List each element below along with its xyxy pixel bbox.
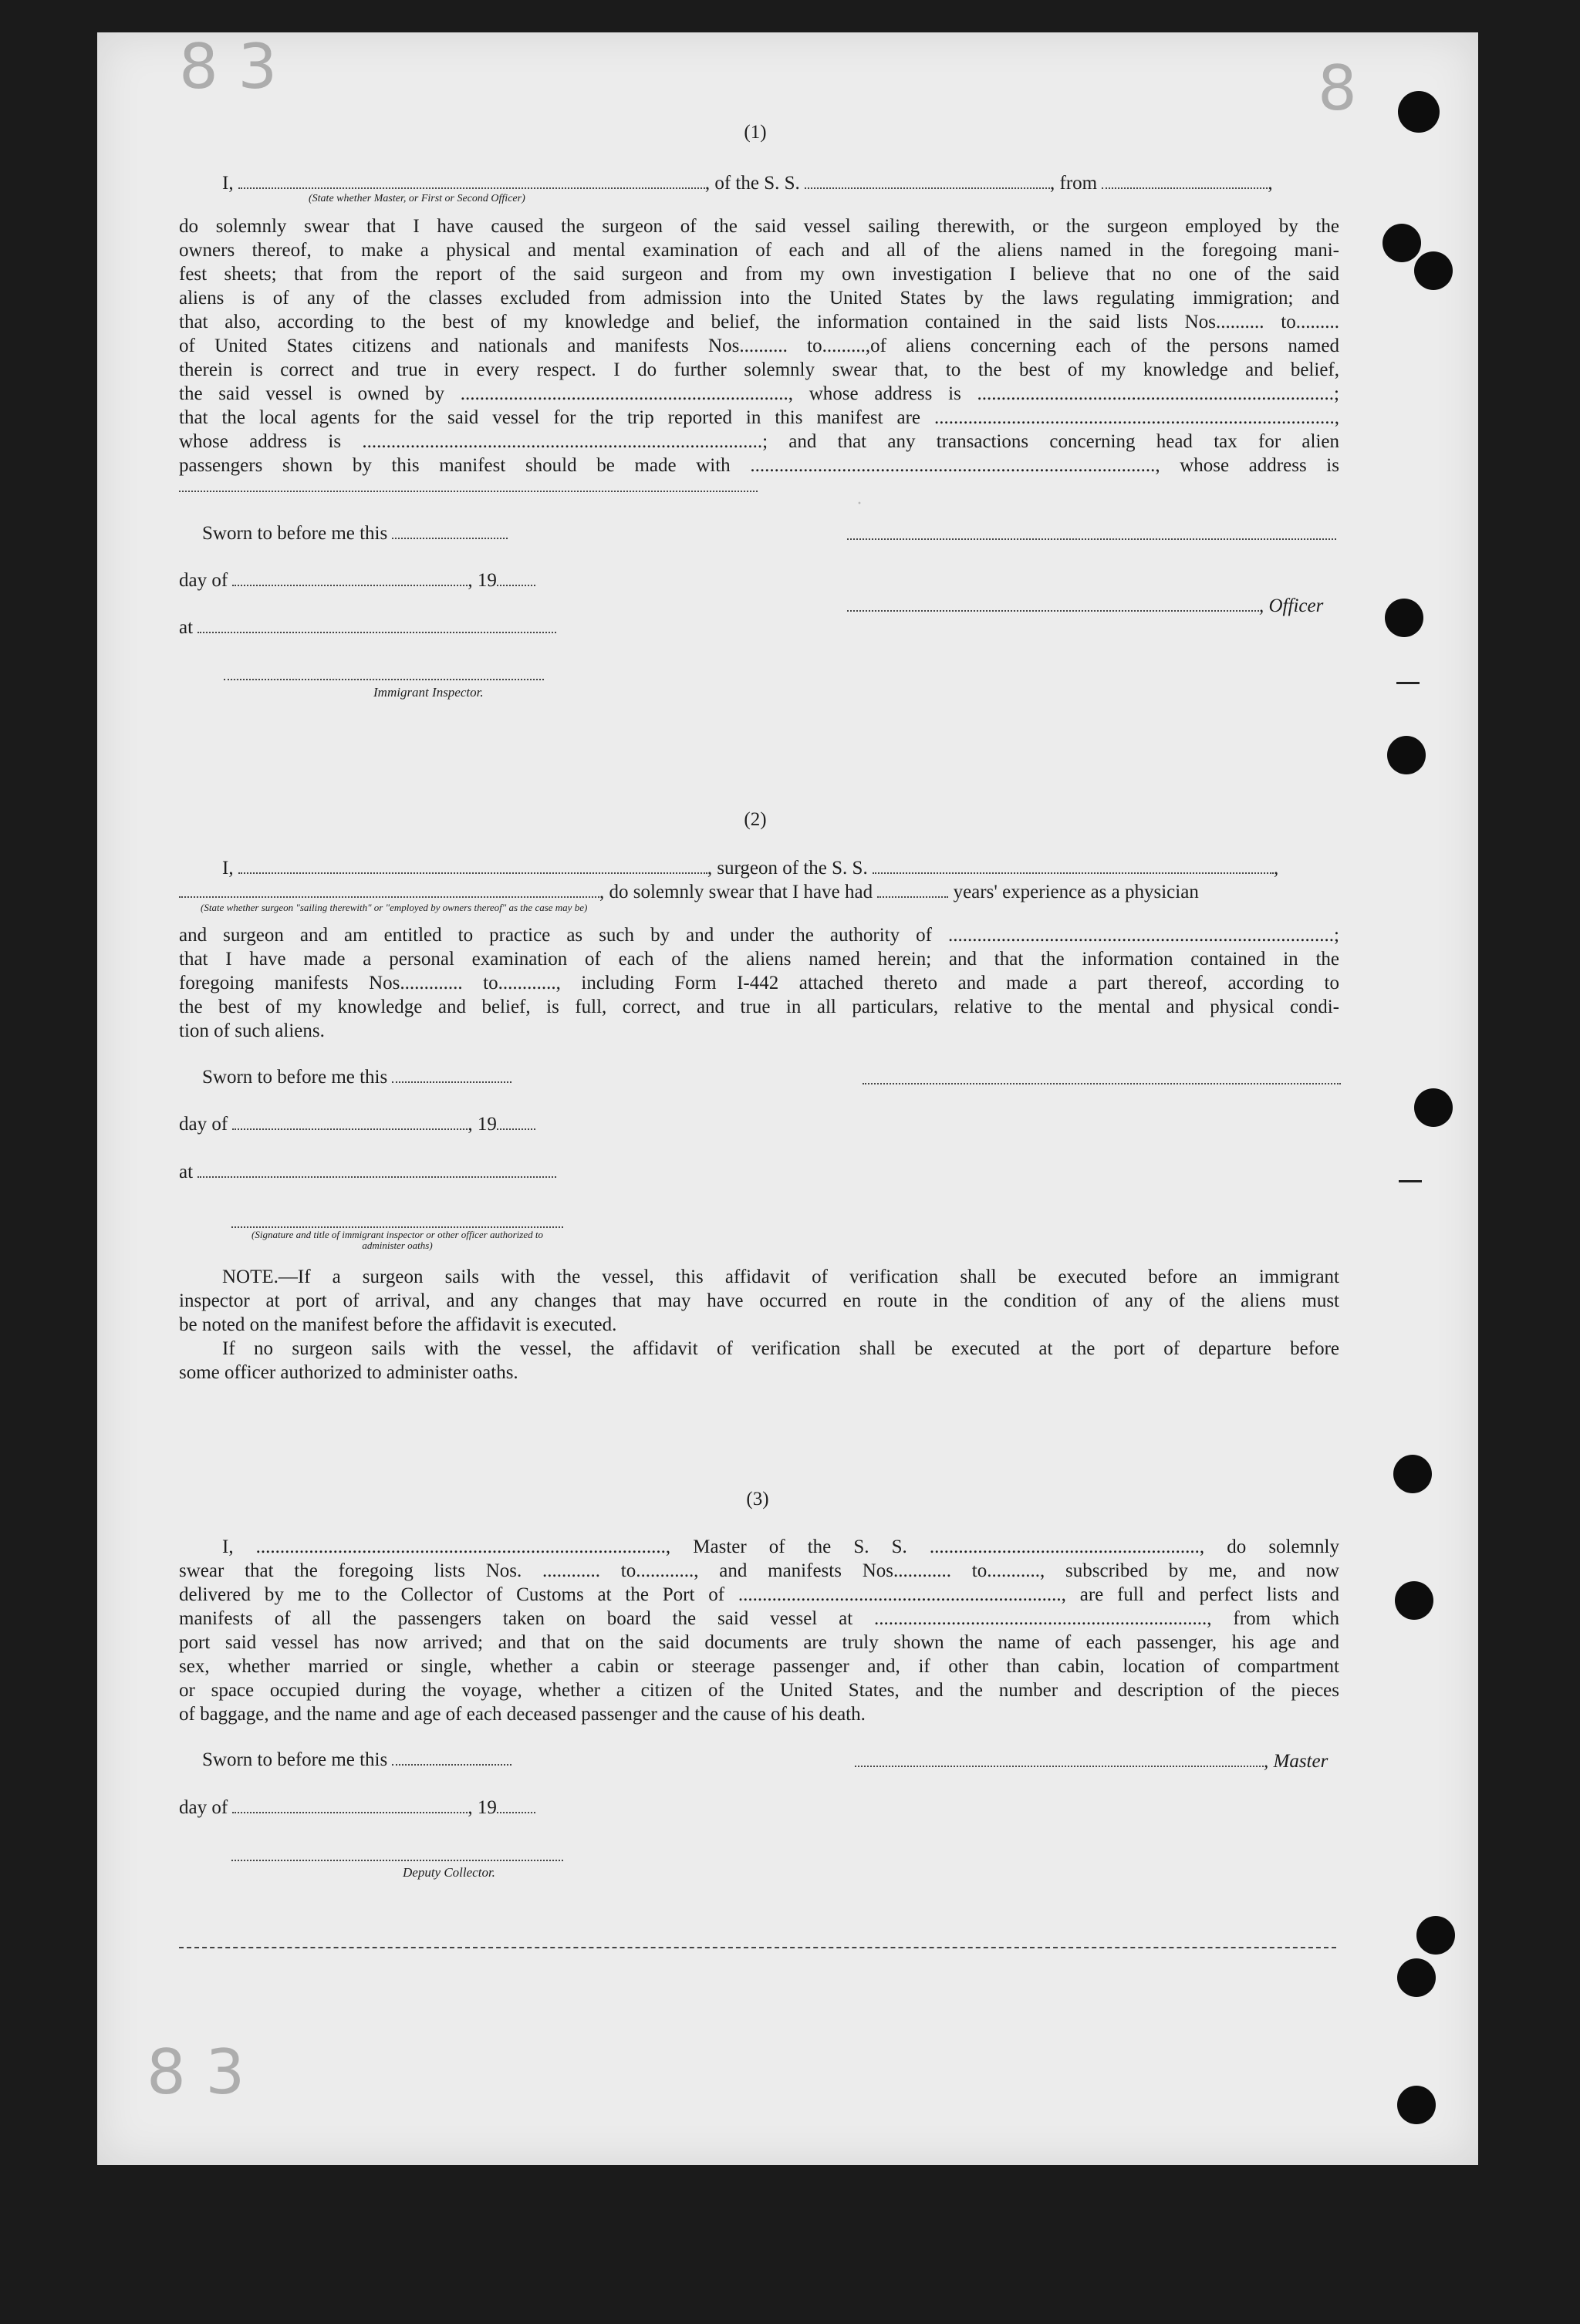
inspector-signature-blank xyxy=(224,679,544,680)
deputy-signature-blank xyxy=(231,1860,563,1861)
stamp-bottom-left: 8 3 xyxy=(147,2036,245,2108)
body-line: port said vessel has now arrived; and that on the said documents are truly shown the name of each passenger, his age and xyxy=(179,1632,1339,1653)
note-line: inspector at port of arrival, and any changes that may have occurred en route in the condition of any of the aliens must xyxy=(179,1290,1339,1311)
punch-hole-icon xyxy=(1414,251,1453,290)
body-line: sex, whether married or single, whether a cabin or steerage passenger and, if other than cabin, location of compartment xyxy=(179,1656,1339,1677)
stamp-top-right: 8 xyxy=(1318,52,1357,124)
section-number: (2) xyxy=(744,809,767,830)
master-body xyxy=(179,1535,1339,1726)
field-hint: (State whether Master, or First or Second Officer) xyxy=(309,193,525,204)
punch-hole-icon xyxy=(1385,599,1423,637)
body-line: delivered by me to the Collector of Customs at the Port of ..................................................................., are full and perfect lists and xyxy=(179,1584,1339,1605)
surgeon-body xyxy=(179,923,1339,1043)
punch-hole-icon xyxy=(1398,91,1440,133)
sworn-line: Sworn to before me this xyxy=(202,521,508,545)
margin-mark xyxy=(1399,1180,1422,1182)
margin-mark xyxy=(1396,682,1420,684)
body-line: passengers shown by this manifest should be made with ...................................................................................., whose address is xyxy=(179,455,1339,476)
section-number: (3) xyxy=(746,1489,769,1509)
section-number: (1) xyxy=(744,122,767,143)
punch-hole-icon xyxy=(1393,1455,1432,1493)
day-of-line: day of , 19 xyxy=(179,1796,535,1820)
at-line: at xyxy=(179,616,556,639)
body-line: that the local agents for the said vessel for the trip reported in this manifest are ..................................................................................., xyxy=(179,407,1339,428)
note-block xyxy=(179,1265,1339,1385)
body-line: or space occupied during the voyage, whether a citizen of the United States, and the number and description of the pieces xyxy=(179,1680,1339,1701)
oath-body xyxy=(179,214,1339,477)
signature-blank xyxy=(863,1083,1341,1084)
officer-line: , Officer xyxy=(847,594,1323,618)
at-line: at xyxy=(179,1160,556,1184)
sworn-line: Sworn to before me this xyxy=(202,1065,511,1089)
body-line: fest sheets; that from the report of the said surgeon and from my own investigation I believe that no one of the said xyxy=(179,264,1339,285)
signature-hint: (Signature and title of immigrant inspector or other officer authorized to administer oaths) xyxy=(252,1229,543,1251)
oath-line-1: I, , of the S. S. , from , xyxy=(222,173,1273,194)
body-line: the said vessel is owned by ...................................................................., whose address is ..........................................................................; xyxy=(179,383,1339,404)
body-line: of United States citizens and nationals and manifests Nos.......... to.........,of aliens concerning each of the persons named xyxy=(179,336,1339,356)
body-line: manifests of all the passengers taken on board the said vessel at ....................................................................., from which xyxy=(179,1608,1339,1629)
body-line: and surgeon and am entitled to practice as such by and under the authority of ................................................................................; xyxy=(179,925,1339,946)
note-line: NOTE.—If a surgeon sails with the vessel, this affidavit of verification shall be executed before an immigrant xyxy=(222,1267,1339,1287)
body-line: foregoing manifests Nos............. to............, including Form I-442 attached thereto and made a part thereof, according to xyxy=(179,973,1339,993)
body-line: therein is correct and true in every respect. I do further solemnly swear that, to the best of my knowledge and belief, xyxy=(179,359,1339,380)
sworn-line: Sworn to before me this xyxy=(202,1748,511,1772)
note-line: be noted on the manifest before the affidavit is executed. xyxy=(179,1314,617,1335)
signature-blank xyxy=(847,538,1336,540)
surgeon-line-1: I, , surgeon of the S. S. , xyxy=(222,858,1279,879)
body-line: tion of such aliens. xyxy=(179,1020,325,1041)
bleed-through-mark: · xyxy=(856,494,863,514)
field-hint: (State whether surgeon "sailing therewith" or "employed by owners thereof" as the case may be) xyxy=(201,902,588,913)
body-line: I, ....................................................................................., Master of the S. S. ........................................................, do solemnly xyxy=(222,1536,1339,1557)
punch-hole-icon xyxy=(1397,2086,1436,2124)
body-line: owners thereof, to make a physical and mental examination of each and all of the aliens named in the foregoing mani- xyxy=(179,240,1339,261)
body-line: aliens is of any of the classes excluded from admission into the United States by the laws regulating immigration; and xyxy=(179,288,1339,309)
body-line: that I have made a personal examination of each of the aliens named herein; and that the information contained in the xyxy=(179,949,1339,970)
master-line: , Master xyxy=(855,1749,1328,1773)
address-blank xyxy=(179,491,758,492)
punch-hole-icon xyxy=(1382,224,1421,262)
punch-hole-icon xyxy=(1387,736,1426,774)
note-line: some officer authorized to administer oaths. xyxy=(179,1362,518,1383)
punch-hole-icon xyxy=(1397,1958,1436,1997)
punch-hole-icon xyxy=(1416,1916,1455,1955)
stamp-top-left: 8 3 xyxy=(179,31,278,103)
body-line: that also, according to the best of my knowledge and belief, the information contained in the said lists Nos.......... to......... xyxy=(179,312,1339,332)
day-of-line: day of , 19 xyxy=(179,568,535,592)
day-of-line: day of , 19 xyxy=(179,1112,535,1136)
body-line: swear that the foregoing lists Nos. ............ to............, and manifests Nos............ to..........., subscribed by me, and now xyxy=(179,1560,1339,1581)
punch-hole-icon xyxy=(1414,1088,1453,1127)
body-line: whose address is ...................................................................................; and that any transactions concerning head tax for alien xyxy=(179,431,1339,452)
deputy-label: Deputy Collector. xyxy=(403,1865,495,1880)
note-line: If no surgeon sails with the vessel, the affidavit of verification shall be executed at the port of departure before xyxy=(222,1338,1339,1359)
punch-hole-icon xyxy=(1395,1581,1433,1620)
page-rule xyxy=(179,1947,1336,1948)
surgeon-line-2: , do solemnly swear that I have had years' experience as a physician xyxy=(179,880,1199,904)
body-line: of baggage, and the name and age of each deceased passenger and the cause of his death. xyxy=(179,1704,866,1725)
inspector-signature-blank xyxy=(231,1226,563,1228)
body-line: the best of my knowledge and belief, is full, correct, and true in all particulars, relative to the mental and physical condi- xyxy=(179,997,1339,1017)
body-line: do solemnly swear that I have caused the surgeon of the said vessel sailing therewith, or the surgeon employed by the xyxy=(179,216,1339,237)
inspector-label: Immigrant Inspector. xyxy=(373,685,484,700)
